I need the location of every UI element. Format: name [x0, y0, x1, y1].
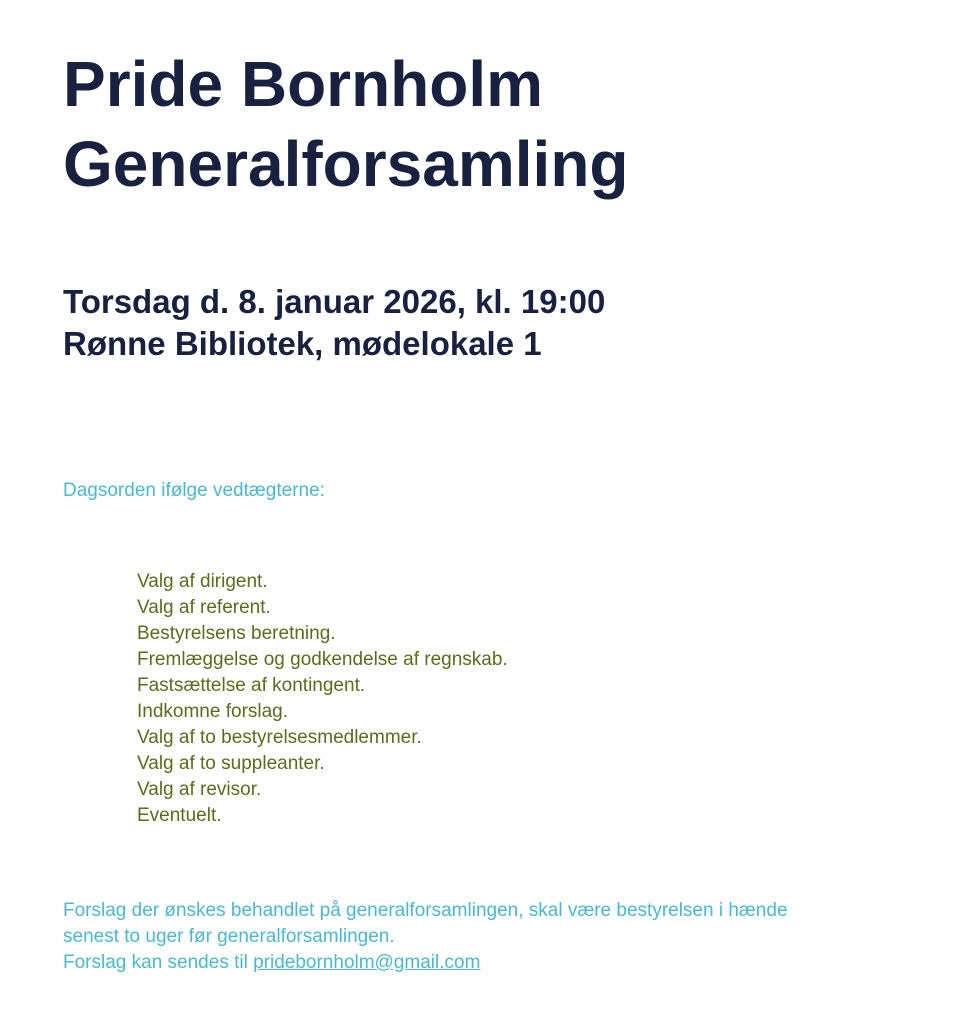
title-line-1: Pride Bornholm — [63, 48, 544, 120]
notes-line-1: Forslag der ønskes behandlet på generalforsamlingen, skal være bestyrelsen i hænde — [63, 900, 788, 921]
contact-email-link[interactable]: pridebornholm@gmail.com — [253, 952, 481, 973]
notes-line-3 — [63, 950, 788, 976]
agenda-heading: Dagsorden ifølge vedtægterne: — [63, 480, 325, 501]
event-details — [63, 281, 605, 365]
title-line-2: Generalforsamling — [63, 128, 629, 200]
document-title — [63, 44, 629, 204]
notes-line-2: senest to uger før generalforsamlingen. — [63, 926, 395, 947]
event-location: Rønne Bibliotek, mødelokale 1 — [63, 325, 542, 362]
agenda-item: Eventuelt. — [137, 805, 222, 826]
agenda-item: Fremlæggelse og godkendelse af regnskab. — [137, 649, 508, 670]
agenda-item: Fastsættelse af kontingent. — [137, 675, 366, 696]
agenda-list — [137, 569, 508, 829]
agenda-item: Valg af to suppleanter. — [137, 753, 325, 774]
event-date: Torsdag d. 8. januar 2026, kl. 19:00 — [63, 283, 606, 320]
agenda-item: Valg af referent. — [137, 597, 271, 618]
agenda-item: Valg af dirigent. — [137, 571, 268, 592]
agenda-item: Valg af to bestyrelsesmedlemmer. — [137, 727, 422, 748]
submission-notes — [63, 898, 788, 976]
agenda-item: Indkomne forslag. — [137, 701, 289, 722]
agenda-item: Bestyrelsens beretning. — [137, 623, 336, 644]
notes-line-3-prefix: Forslag kan sendes til — [63, 952, 254, 973]
agenda-item: Valg af revisor. — [137, 779, 262, 800]
